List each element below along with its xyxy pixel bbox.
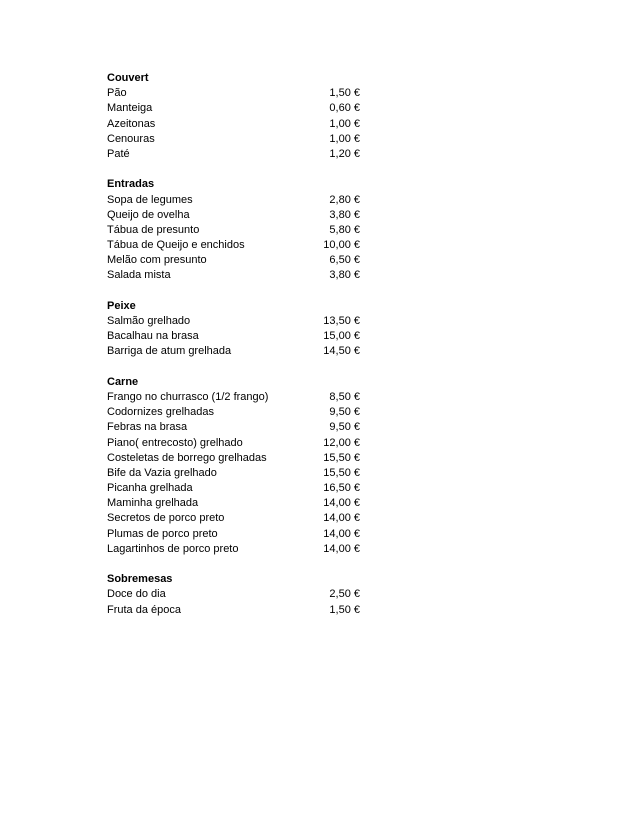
menu-section-entradas bbox=[107, 177, 360, 283]
menu-list bbox=[107, 71, 360, 633]
item-price: 1,50 € bbox=[329, 603, 360, 616]
item-name: Salmão grelhado bbox=[107, 315, 191, 327]
item-price: 6,50 € bbox=[329, 254, 360, 267]
item-price: 1,20 € bbox=[329, 147, 360, 160]
menu-item bbox=[107, 314, 360, 329]
item-name: Doce do dia bbox=[107, 588, 166, 601]
menu-item bbox=[107, 511, 360, 526]
menu-item bbox=[107, 344, 360, 359]
item-price: 15,50 € bbox=[323, 451, 360, 464]
menu-item bbox=[107, 451, 360, 466]
section-heading: Couvert bbox=[107, 72, 149, 84]
menu-item bbox=[107, 603, 360, 618]
item-name: Pão bbox=[107, 87, 127, 100]
item-name: Costeletas de borrego grelhadas bbox=[107, 451, 267, 464]
menu-item bbox=[107, 420, 360, 435]
menu-item bbox=[107, 193, 360, 208]
menu-section-sobremesas bbox=[107, 572, 360, 618]
menu-item bbox=[107, 253, 360, 268]
item-price: 16,50 € bbox=[323, 482, 360, 495]
item-name: Cenouras bbox=[107, 132, 155, 145]
item-price: 8,50 € bbox=[329, 390, 360, 403]
item-name: Manteiga bbox=[107, 102, 153, 115]
item-name: Azeitonas bbox=[107, 117, 156, 130]
item-price: 12,00 € bbox=[323, 436, 360, 449]
item-price: 2,50 € bbox=[329, 588, 360, 601]
item-price: 3,80 € bbox=[329, 208, 360, 221]
item-price: 14,00 € bbox=[323, 497, 360, 510]
menu-item bbox=[107, 238, 360, 253]
item-name: Paté bbox=[107, 147, 130, 160]
section-heading: Carne bbox=[107, 375, 139, 388]
item-price: 1,00 € bbox=[329, 117, 360, 130]
item-price: 14,00 € bbox=[323, 527, 360, 540]
item-name: Piano( entrecosto) grelhado bbox=[107, 436, 243, 449]
item-name: Codornizes grelhadas bbox=[107, 406, 215, 419]
item-name: Fruta da época bbox=[107, 603, 181, 616]
item-price: 14,00 € bbox=[323, 542, 360, 555]
item-name: Picanha grelhada bbox=[107, 482, 193, 495]
item-name: Secretos de porco preto bbox=[107, 512, 225, 525]
menu-item bbox=[107, 329, 360, 344]
item-name: Plumas de porco preto bbox=[107, 527, 218, 540]
menu-section-carne bbox=[107, 375, 360, 557]
item-price: 14,00 € bbox=[323, 512, 360, 525]
section-heading: Sobremesas bbox=[107, 573, 173, 586]
section-heading: Peixe bbox=[107, 299, 136, 312]
menu-item bbox=[107, 86, 360, 101]
item-name: Sopa de legumes bbox=[107, 193, 193, 206]
item-price: 1,00 € bbox=[329, 132, 360, 145]
item-price: 9,50 € bbox=[329, 421, 360, 434]
menu-item bbox=[107, 481, 360, 496]
menu-item bbox=[107, 132, 360, 147]
menu-item bbox=[107, 542, 360, 557]
item-name: Barriga de atum grelhada bbox=[107, 345, 232, 358]
item-name: Bife da Vazia grelhado bbox=[107, 466, 217, 479]
item-price: 0,60 € bbox=[329, 102, 360, 115]
item-price: 14,50 € bbox=[323, 345, 360, 358]
menu-section-peixe bbox=[107, 299, 360, 360]
item-name: Bacalhau na brasa bbox=[107, 330, 199, 343]
item-name: Febras na brasa bbox=[107, 421, 188, 434]
menu-item bbox=[107, 527, 360, 542]
menu-item bbox=[107, 223, 360, 238]
item-price: 5,80 € bbox=[329, 223, 360, 236]
menu-section-couvert bbox=[107, 71, 360, 162]
item-price: 9,50 € bbox=[329, 406, 360, 419]
menu-item bbox=[107, 208, 360, 223]
item-name: Melão com presunto bbox=[107, 254, 207, 267]
menu-item bbox=[107, 436, 360, 451]
item-name: Tábua de presunto bbox=[107, 223, 200, 236]
item-price: 13,50 € bbox=[323, 315, 360, 327]
menu-item bbox=[107, 587, 360, 602]
menu-item bbox=[107, 405, 360, 420]
menu-item bbox=[107, 496, 360, 511]
item-price: 10,00 € bbox=[323, 239, 360, 252]
menu-item bbox=[107, 101, 360, 116]
item-name: Tábua de Queijo e enchidos bbox=[107, 239, 245, 252]
item-price: 15,50 € bbox=[323, 466, 360, 479]
item-price: 2,80 € bbox=[329, 193, 360, 206]
item-name: Salada mista bbox=[107, 269, 171, 282]
item-name: Frango no churrasco (1/2 frango) bbox=[107, 390, 269, 403]
section-heading: Entradas bbox=[107, 178, 155, 191]
item-name: Queijo de ovelha bbox=[107, 208, 190, 221]
menu-item bbox=[107, 466, 360, 481]
menu-item bbox=[107, 390, 360, 405]
item-name: Lagartinhos de porco preto bbox=[107, 542, 239, 555]
item-price: 3,80 € bbox=[329, 269, 360, 282]
item-price: 15,00 € bbox=[323, 330, 360, 343]
item-name: Maminha grelhada bbox=[107, 497, 199, 510]
item-price: 1,50 € bbox=[329, 87, 360, 100]
menu-item bbox=[107, 147, 360, 162]
menu-item bbox=[107, 117, 360, 132]
menu-item bbox=[107, 268, 360, 283]
